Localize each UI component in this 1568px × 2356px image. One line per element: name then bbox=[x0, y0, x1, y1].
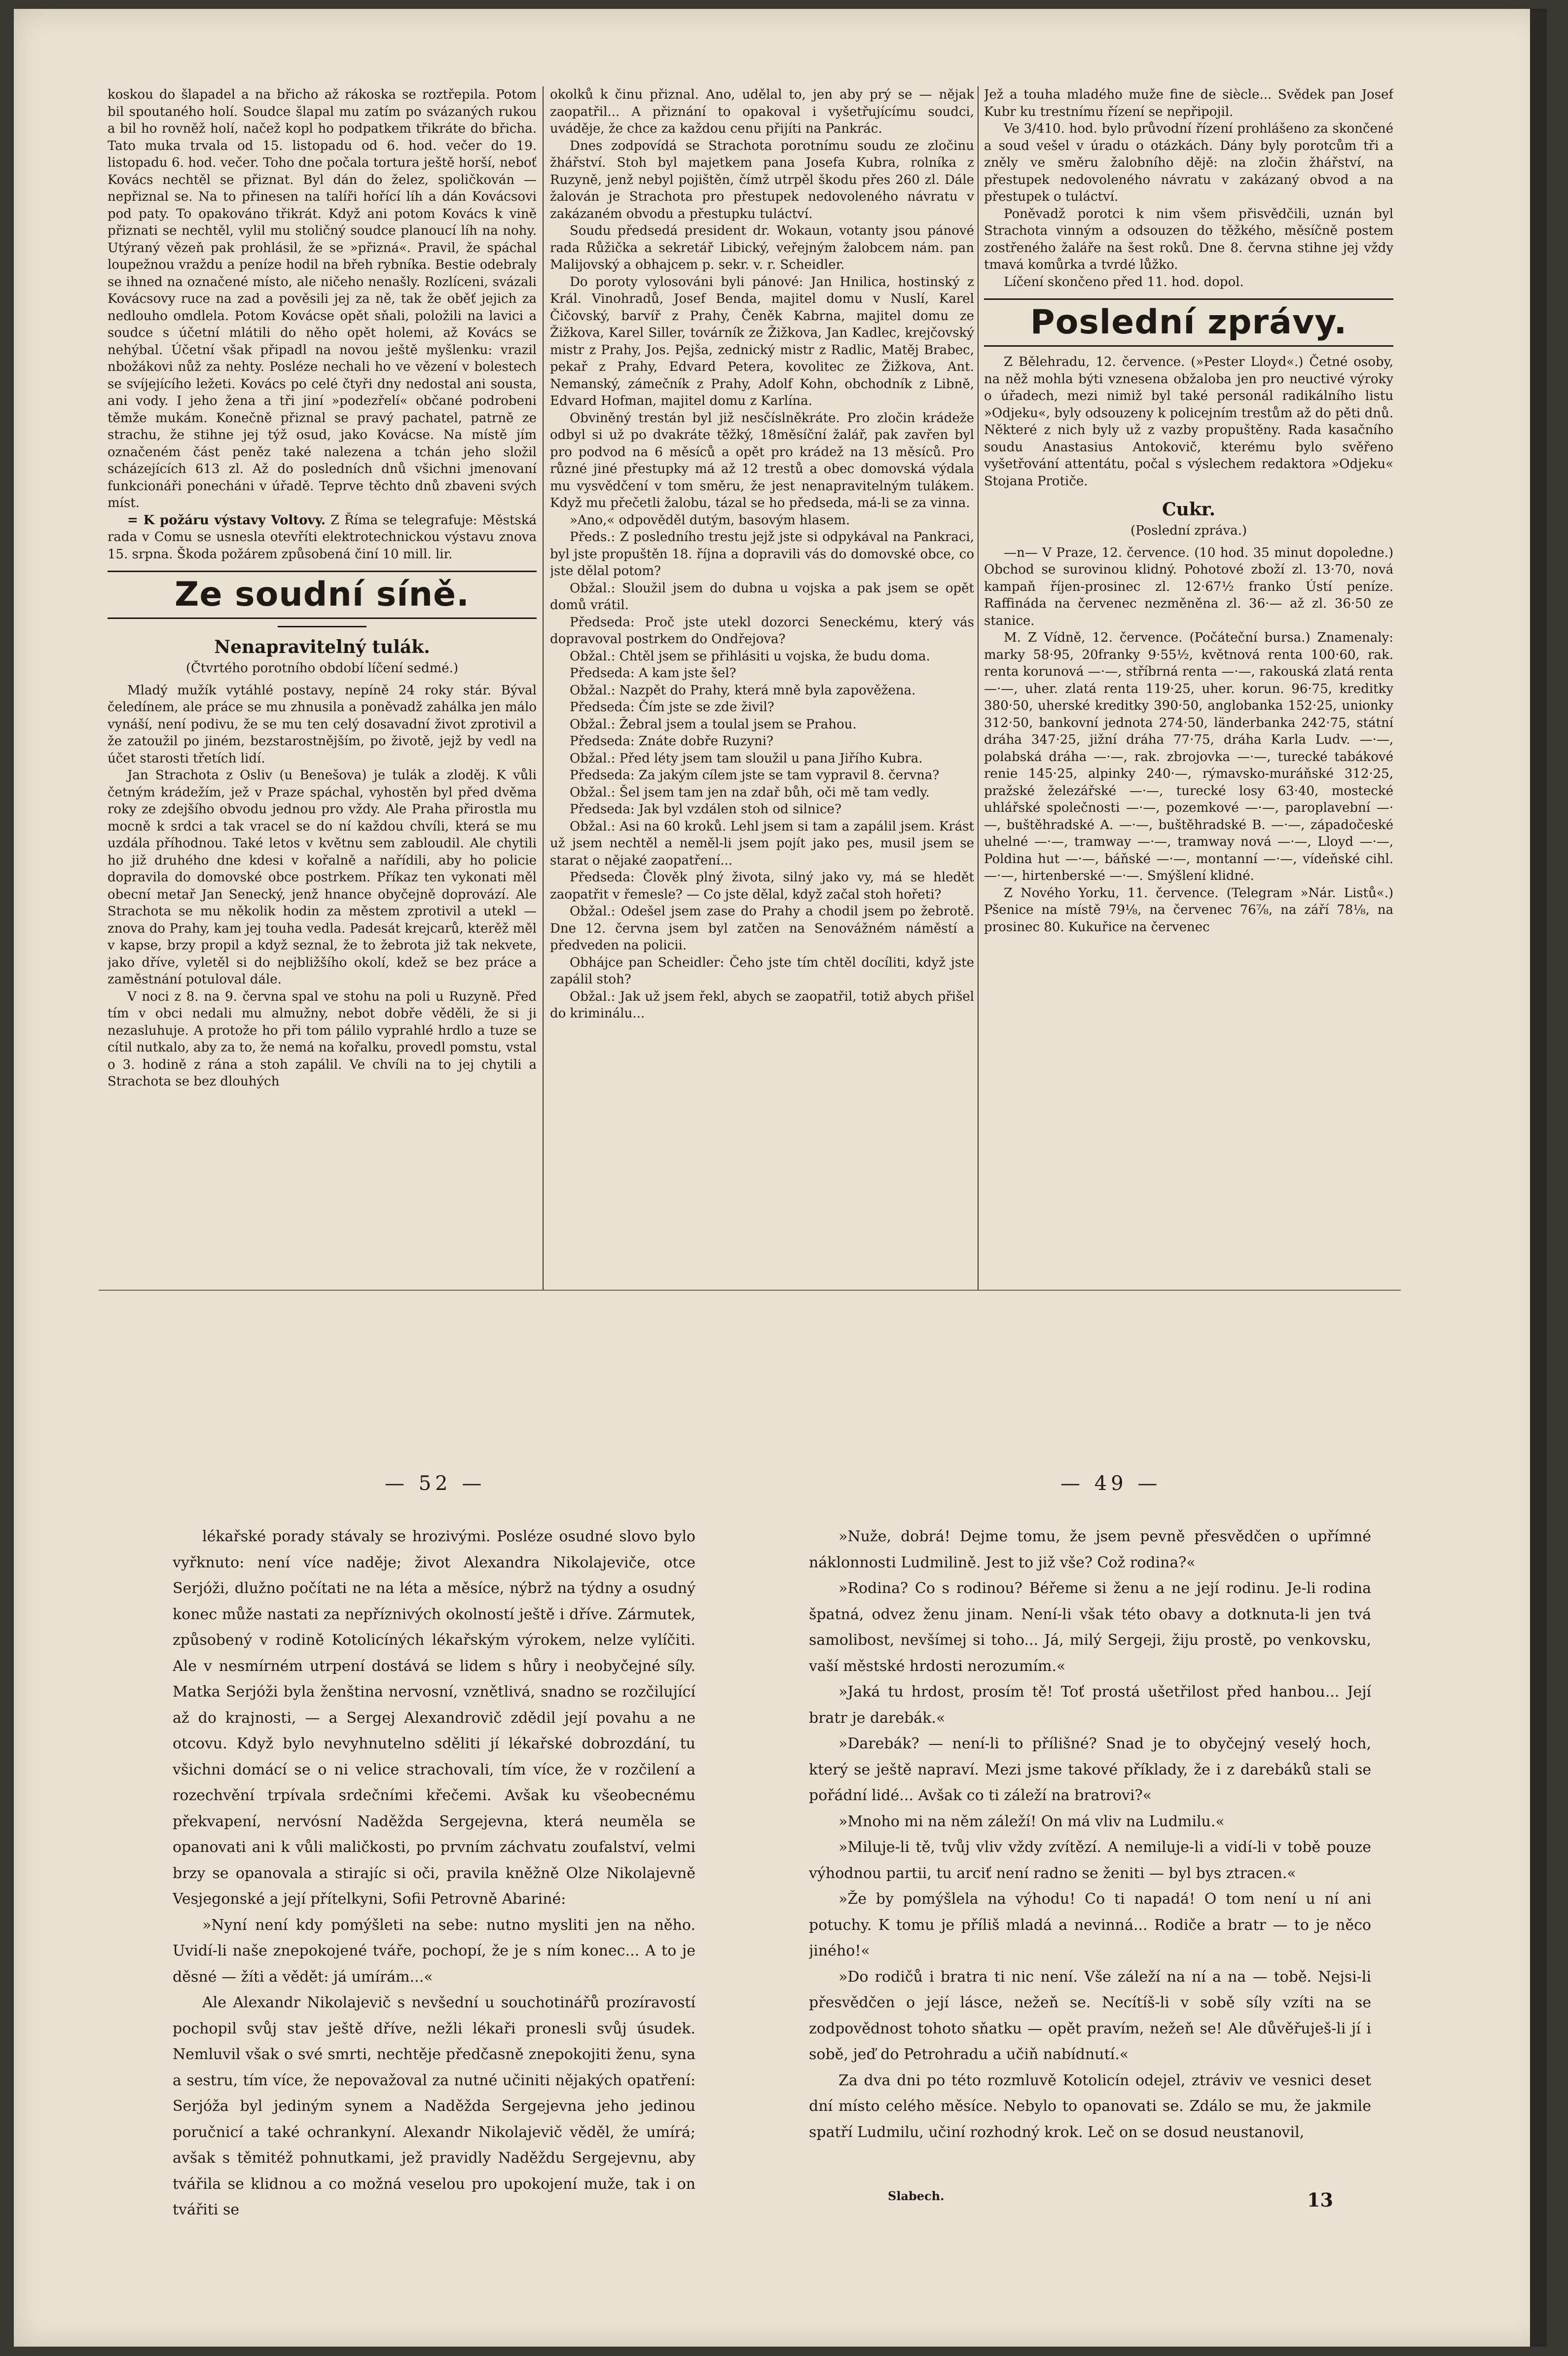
novel-paragraph: »Do rodičů i bratra ti nic není. Vše záleží na ní a na — tobě. Nejsi-li přesvědčen o její lásce, nežeň se. Necítíš-li v sobě síly vzíti na se zodpovědnost tohoto sňatku — opět pravím, nežeň se! Ale důvěřuješ-li jí i sobě, jeď do Petrohradu a učiň nabídnutí.« bbox=[809, 1968, 1371, 2063]
article-paragraph: okolků k činu přiznal. Ano, udělal to, jen aby prý se — nějak zaopatřil... A přiznání to opakoval i vyšetřujícímu soudci, uváděje, že chce za každou cenu přijíti na Pankrác. bbox=[550, 87, 974, 136]
article-paragraph: Obžal.: Jak už jsem řekl, abych se zaopatřil, totiž abych přišel do kriminálu... bbox=[550, 989, 974, 1021]
article-paragraph: Předseda: Člověk plný života, silný jako vy, má se hledět zaopatřit v řemesle? — Co jste dělal, když začal stoh hořeti? bbox=[550, 870, 974, 902]
novel-paragraph: »Nyní není kdy pomýšleti na sebe: nutno mysliti jen na něho. Uvidí-li naše znepokojené tváře, pochopí, že je s ním konec... A to je děsné — žíti a vědět: já umírám...« bbox=[173, 1916, 695, 1986]
article-paragraph: Do poroty vylosováni byli pánové: Jan Hnilica, hostinský z Král. Vinohradů, Josef Benda, majitel domu v Nuslí, Karel Čičovský, barvíř z Prahy, Čeněk Kabrna, majitel domu ze Žižkova, Karel Siller, továrník ze Žižkova, Jan Kadlec, krejčovský mistr z Prahy, Jos. Pejša, zednický mistr z Radlic, Matěj Brabec, pekař z Prahy, Edvard Petera, kovolitec ze Žižkova, Ant. Nemanský, zámečník z Prahy, Adolf Kohn, obchodník z Libně, Edvard Hofman, majitel domu z Karlína. bbox=[550, 274, 974, 408]
news-paragraph: Z Bělehradu, 12. července. (»Pester Lloyd«.) Četné osoby, na něž mohla býti vznesena obžaloba jen pro neuctivé výroky o úřadech, mezi nimiž byl také personál radikálního listu »Odjeku«, byly odsouzeny k policejním trestům až do pěti dnů. Některé z nich byly už z vazby propuštěny. Rada kasačního soudu Anastasius Antokovič, kterému bylo svěřeno vyšetřování attentátu, počal s výslechem redaktora »Odjeku« Stojana Protiče. bbox=[984, 355, 1393, 489]
section-head-court: Ze soudní síně. bbox=[108, 571, 537, 619]
page-number-left: — 52 — bbox=[385, 1472, 486, 1495]
column-rule bbox=[978, 86, 979, 1290]
article-paragraph: Jež a touha mladého muže fine de siècle... Svědek pan Josef Kubr ku trestnímu řízení se nepřipojil. bbox=[984, 87, 1393, 119]
novel-paragraph: »Nuže, dobrá! Dejme tomu, že jsem pevně přesvědčen o upřímné náklonnosti Ludmilině. Jest to již vše? Což rodina?« bbox=[809, 1528, 1371, 1571]
cukr-title: Cukr. bbox=[1162, 499, 1215, 520]
article-paragraph: Líčení skončeno před 11. hod. dopol. bbox=[1004, 274, 1244, 290]
page-number-right: — 49 — bbox=[1060, 1472, 1162, 1495]
ny-paragraph: Z Nového Yorku, 11. července. (Telegram »Nár. Listů«.) Pšenice na místě 79⅛, na červenec 76⅞, na září 78⅛, na prosinec 80. Kukuřice na červenec bbox=[984, 885, 1393, 935]
article-paragraph: Obžal.: Sloužil jsem do dubna u vojska a pak jsem se opět domů vrátil. bbox=[550, 580, 974, 613]
article-paragraph: »Ano,« odpověděl dutým, basovým hlasem. bbox=[570, 512, 850, 528]
column-rule bbox=[543, 86, 544, 1290]
novel-paragraph: »Miluje-li tě, tvůj vliv vždy zvítězí. A nemiluje-li a vidí-li v tobě pouze výhodnou partii, tu arciť není radno se ženiti — byl bys ztracen.« bbox=[809, 1839, 1371, 1882]
novel-page-right bbox=[809, 1524, 1371, 2224]
novel-paragraph: Ale Alexandr Nikolajevič s nevšední u souchotinářů prozíravostí pochopil svůj stav ještě dříve, nežli lékaři pronesli svůj úsudek. Nemluvil však o své smrti, nechtěje předčasně znepokojiti ženu, syna a sestru, tím více, že nepovažoval za nutné učiniti nějakých opatření: Serjóža byl jediným synem a Naděžda Sergejevna jeho jedinou poručnicí a také ochrankyní. Alexandr Nikolajevič věděl, že umírá; avšak s těmitéž pohnutkami, jež pravidly Naděždu Sergejevnu, aby tvářila se klidnou a co možná veselou pro upokojení muže, tak i on tvářiti se bbox=[173, 1994, 695, 2218]
article-paragraph: Obžal.: Před léty jsem tam sloužil u pana Jiřího Kubra. bbox=[570, 751, 923, 766]
article-paragraph: Předs.: Z posledního trestu jejž jste si odpykával na Pankraci, byl jste propuštěn 18. října a dopravili vás do domovské obce, co jste dělal potom? bbox=[550, 530, 974, 579]
novel-paragraph: Za dva dni po této rozmluvě Kotolicín odejel, ztráviv ve vesnici deset dní místo celého měsíce. Nebylo to opanovati se. Zdálo se mu, že jakmile spatří Ludmilu, učiní rozhodný krok. Leč on se dosud neustanovil, bbox=[809, 2071, 1371, 2141]
article-paragraph: Předseda: Proč jste utekl dozorci Seneckému, který vás dopravoval postrkem do Ondřejova? bbox=[550, 615, 974, 647]
column-1 bbox=[108, 86, 537, 1285]
article-paragraph: Soudu předsedá president dr. Wokaun, votanty jsou pánové rada Růžička a sekretář Libický, veřejným žalobcem nám. pan Malijovský a obhajcem p. sekr. v. r. Scheidler. bbox=[550, 223, 974, 272]
novel-page-left bbox=[173, 1524, 695, 2224]
cukr-paragraph: —n— V Praze, 12. července. (10 hod. 35 minut dopoledne.) Obchod se surovinou klidný. Pohotové zboží zl. 13·70, nová kampaň říjen-prosinec zl. 12·67½ franko Ústí peníze. Raffináda na červenec nezměněna zl. 36·— až zl. 36·50 ze stanice. bbox=[984, 545, 1393, 628]
fold-line bbox=[99, 1290, 1401, 1291]
vienna-paragraph: M. Z Vídně, 12. července. (Počáteční bursa.) Znamenaly: marky 58·95, 20franky 9·55½, květnová renta 100·60, rak. renta korunová —·—, stříbrná renta —·—, rakouská zlatá renta —·—, uher. zlatá renta 119·25, uher. korun. 96·75, kreditky 380·50, uherské kreditky 390·50, anglobanka 152·25, unionky 312·50, bankovní jednota 274·50, länderbanka 242·75, státní dráha 347·25, jižní dráha 77·75, dráha Karla Ludv. —·—, polabská dráha —·—, rak. zbrojovka —·—, turecké tabákové renie 145·25, alpinky 240·—, rýmavsko-muráňské 312·25, pražské železářské —·—, turecké losy 63·40, mostecké uhlářské společnosti —·—, pozemkové —·—, paroplavební —·—, buštěhradské A. —·—, buštěhradské B. —·—, západočeské uhelné —·—, tramway —·—, tramway nová —·—, Lloyd —·—, Poldina hut —·—, báňské —·—, montanní —·—, vídeňské cihl. —·—, hirtenberské —·—. Smýšlení klidné. bbox=[984, 630, 1393, 883]
article-paragraph: Obžal.: Chtěl jsem se přihlásiti u vojska, že budu doma. bbox=[570, 649, 930, 664]
article-paragraph: Předseda: Čím jste se zde živil? bbox=[570, 700, 774, 715]
cukr-note: (Poslední zpráva.) bbox=[1130, 523, 1247, 538]
article-paragraph: Dnes zodpovídá se Strachota porotnímu soudu ze zločinu žhářství. Stoh byl majetkem pana Josefa Kubra, rolníka z Ruzyně, jenž nebyl pojištěn, čímž utrpěl škodu přes 260 zl. Dále žalován je Strachota pro přestupek nedovoleného návratu v zakázaném obvodu a přestupku tuláctví. bbox=[550, 138, 974, 221]
article-paragraph: Jan Strachota z Osliv (u Benešova) je tulák a zloděj. K vůli četným krádežím, jež v Praze spáchal, vyhostěn byl před dvěma roky ze zdejšího obvodu jednou pro vždy. Ale Praha přirostla mu mocně k srdci a tak vracel se do ní každou chvíli, která se mu uzdála příhodnou. Také letos v květnu sem zabloudil. Ale chytili ho již druhého dne kdesi v kořalně a nařídili, aby ho policie dopravila do domovské obce postrkem. Příkaz ten vykonati měl obecní metař Jan Senecký, jenž hnance obyčejně doprovází. Ale Strachota se mu několik hodin za městem zprotivil a utekl — znova do Prahy, kam jej touha vedla. Padesát krejcarů, kterěž měl v kapse, brzy propil a když seznal, že to žebrota již tak nekvete, jako dříve, vyletěl si do nejbližšího okolí, kdež se bez práce a zaměstnání potuloval dále. bbox=[108, 768, 537, 987]
article-paragraph: Předseda: Znáte dobře Ruzyni? bbox=[570, 734, 773, 749]
fire-title: = K požáru výstavy Voltovy. bbox=[127, 512, 326, 528]
fire-text: Z Říma se telegrafuje: Městská rada v Comu se usnesla otevříti elektrotechnickou výstavu znova 15. srpna. Škoda požárem způsobená činí 10 mill. lir. bbox=[108, 512, 537, 562]
novel-paragraph: »Mnoho mi na něm záleží! On má vliv na Ludmilu.« bbox=[839, 1812, 1225, 1830]
novel-paragraph: »Že by pomýšlela na výhodu! Co ti napadá! O tom není u ní ani potuchy. K tomu je příliš mladá a nevinná... Rodiče a bratr — to je něco jiného!« bbox=[809, 1890, 1371, 1959]
binding-edge bbox=[1530, 9, 1547, 2347]
article-paragraph: Ve 3/410. hod. bylo průvodní řízení prohlášeno za skončené a soud vešel v úradu o otázkách. Dány byly porotcům tři a zněly ve směru žalobního dějě: na zločin žhářství, na přestupek nedovoleného návratu v zakázaný obvod a na přestupek o tuláctví. bbox=[984, 121, 1393, 204]
divider bbox=[278, 626, 366, 627]
article-paragraph: V noci z 8. na 9. června spal ve stohu na poli u Ruzyně. Před tím v obci nedali mu almužny, nebot dobře věděli, že si ji nezasluhuje. A protože ho při tom pálilo vyprahlé hrdlo a tuze se cítil nutkalo, aby za to, že nemá na kořalku, provedl pomstu, vstal o 3. hodině z rána a stoh zapálil. Ve chvíli na to jej chytili a Strachota se bez dlouhých bbox=[108, 989, 537, 1089]
article-paragraph: Obhájce pan Scheidler: Čeho jste tím chtěl docíliti, když jste zapálil stoh? bbox=[550, 955, 974, 987]
article-paragraph: Mladý mužík vytáhlé postavy, nepíně 24 roky stár. Býval čeledínem, ale práce se mu zhnusila a poněvadž zahálka jen málo vynáší, není podivu, že se mu ten celý dosavadní život zprotivil a že zatoužil po jiném, bezstarostnějším, po životě, jejž by vedl na účet starosti třetích lidí. bbox=[108, 683, 537, 766]
article-paragraph: Předseda: A kam jste šel? bbox=[570, 666, 736, 681]
section-head-news: Poslední zprávy. bbox=[984, 298, 1393, 347]
article-paragraph: Předseda: Jak byl vzdálen stoh od silnice? bbox=[570, 802, 841, 817]
article-text: koskou do šlapadel a na břicho až rákoska se roztřepila. Potom bil spoutaného holí. Soudce šlapal mu zatím po svázaných rukou a bil ho rovněž holí, načež kopl ho podpatkem třikráte do břicha. Tato muka trvala od 15. listopadu od 6. hod. večer do 19. listopadu 6. hod. večer. Toho dne počala tortura ještě horší, neboť Kovács nechtěl se přiznat. Byl dán do želez, spoličkován — nepřiznal se. Na to přinesen na talíři hořící líh a dán Kovácsovi pod paty. To opakováno třikrát. Když ani potom Kovács k vině přiznati se nechtěl, vylil mu stoličný soudce planoucí líh na nohy. Utýraný vězeň pak prohlásil, že se »přizná«. Pravil, že spáchal loupežnou vraždu a peníze hodil na břeh rybníka. Bestie odebraly se ihned na označené místo, ale ničeho nenašly. Rozlíceni, svázali Kovácsovy ruce na zad a pověsili jej za ně, tak že oběť jejich za nedlouho omdlela. Potom Kovácse opět sňali, položili na lavici a soudce s účetní mlátili do něho opět holemi, až Kovács se nehýbal. Účetní však připadl na novou ještě myšlenku: vrazil nbožákovi nůž za nehty. Posléze nechali ho ve vězení v bolestech se svíjejícího ležeti. Kovács po celé čtyři dny nedostal ani sousta, ani vody. I jeho žena a tři jiní »podezřelí« občané podrobeni těmže mukám. Konečně přiznal se pravý pachatel, patrně ze strachu, že stihne jej týž osud, jako Kovácse. Na místě jím označeném část peněz také nalezena a tchán jeho složil scházejících 613 zl. Až do posledních dnů všichni jmenovaní funkcionáři ponecháni v úřadě. Teprve těchto dnů zbaveni svých míst. bbox=[108, 87, 537, 510]
column-2 bbox=[550, 86, 974, 1285]
article-paragraph: Obžal.: Odešel jsem zase do Prahy a chodil jsem po žebrotě. Dne 12. června jsem byl zatčen na Senovážném náměstí a předveden na policii. bbox=[550, 904, 974, 953]
article-paragraph: Obžal.: Žebral jsem a toulal jsem se Prahou. bbox=[570, 717, 857, 732]
novel-paragraph: »Rodina? Co s rodinou? Béřeme si ženu a ne její rodinu. Je-li rodina špatná, odvez ženu jinam. Není-li však této obavy a dotknuta-li jen tvá samolibost, nevšímej si toho... Já, milý Sergeji, žiju prostě, po venkovsku, vaší městské hrdosti nerozumím.« bbox=[809, 1580, 1371, 1675]
article-paragraph: Obžal.: Šel jsem tam jen na zdař bůh, oči mě tam vedly. bbox=[570, 785, 930, 800]
novel-paragraph: »Darebák? — není-li to přílišné? Snad je to obyčejný veselý hoch, který se ještě napraví. Mezi jsme takové příklady, že i z darebáků stali se pořádní lidé... Avšak co ti záleží na bratrovi?« bbox=[809, 1735, 1371, 1804]
article-paragraph: Předseda: Za jakým cílem jste se tam vypravil 8. června? bbox=[570, 768, 940, 783]
article-title: Nenapravitelný tulák. bbox=[214, 637, 430, 657]
article-paragraph: Obžal.: Asi na 60 kroků. Lehl jsem si tam a zapálil jsem. Krást už jsem nechtěl a neměl-li jsem pojít jako pes, musil jsem se starat o nějaké zaopatření... bbox=[550, 819, 974, 868]
article-paragraph: Obviněný trestán byl již nesčíslněkráte. Pro zločin krádeže odbyl si už po dvakráte těžký, 18měsíční žalář, pak zavřen byl pro podvod na 6 měsíců a opět pro krádež na 13 měsíců. Pro různé jiné přestupky má až 12 trestů a obec domovská výdala mu vysvědčení v tom směru, že jest nenapravitelným tulákem. Když mu přečetli žalobu, tázal se ho předseda, má-li se za vinna. bbox=[550, 410, 974, 510]
footer-page-number: 13 bbox=[1307, 2189, 1333, 2211]
article-paragraph: Obžal.: Nazpět do Prahy, která mně byla zapověžena. bbox=[570, 683, 916, 698]
footer-signature: Slabech. bbox=[888, 2189, 945, 2203]
column-3 bbox=[984, 86, 1393, 1285]
novel-paragraph: »Jaká tu hrdost, prosím tě! Toť prostá ušetřilost před hanbou... Její bratr je darebák.« bbox=[809, 1683, 1371, 1727]
article-note: (Čtvrtého porotního období líčení sedmé.) bbox=[185, 661, 459, 676]
novel-paragraph: lékařské porady stávaly se hrozivými. Posléze osudné slovo bylo vyřknuto: není více naděje; život Alexandra Nikolajeviče, otce Serjóži, dlužno počítati ne na léta a měsíce, nýbrž na týdny a osudný konec může nastati za nepříznivých okolností ještě i dříve. Zármutek, způsobený v rodině Kotolicíných lékařským výrokem, nelze vylíčiti. Ale v nesmírném utrpení dostává se lidem s hůry i neobyčejné síly. Matka Serjóži byla ženština nervosní, vznětlivá, snadno se rozčilující až do krajnosti, — a Sergej Alexandrovič zdědil její povahu a ne otcovu. Když bylo nevyhnutelno sděliti jí lékařské dobrozdání, tu všichni domácí se o ni velice strachovali, tím více, že v rozčilení a rozechvění trpívala srdečními křečemi. Avšak ku všeobecnému překvapení, nervósní Naděžda Sergejevna, která neuměla se opanovati ani k vůli maličkosti, po prvním záchvatu zoufalství, velmi brzy se opanovala a stirajíc si oči, pravila kněžně Olze Nikolajevně Vesjegonské a její přítelkyni, Sofii Petrovně Abariné: bbox=[173, 1528, 695, 1908]
article-paragraph: Poněvadž porotci k nim všem přisvědčili, uznán byl Strachota vinným a odsouzen do těžkého, měsíčně postem zostřeného žaláře na šest roků. Dne 8. června stihne jej vždy tmavá komůrka a tvrdé lůžko. bbox=[984, 206, 1393, 272]
